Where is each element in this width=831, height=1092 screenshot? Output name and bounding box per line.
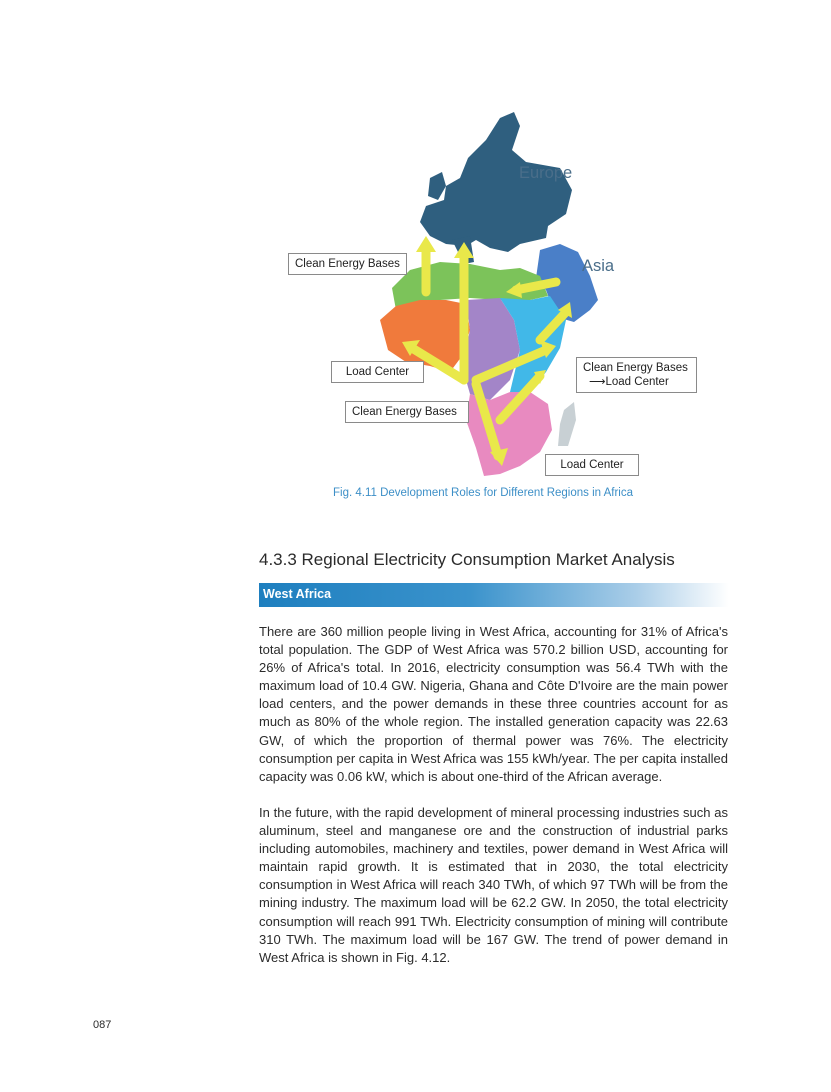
label-load-center-west: Load Center [331,361,424,383]
label-east-line1: Clean Energy Bases [583,362,688,374]
paragraph-1: There are 360 million people living in West Africa, accounting for 31% of Africa's total population. The GDP of West Africa was 570.2 billion USD, accounting for 26% of Africa's total. In 2016, electricity consumption was 56.4 TWh with the maximum load of 10.4 GW. Nigeria, Ghana and Côte D'Ivoire are the main power load centers, and the power demands in these three countries account for as much as 80% of the whole region. The installed generation capacity was 22.63 GW, of which the proportion of thermal power was 76%. The electricity consumption per capita in West Africa was 155 kWh/year. The per capita installed capacity was 0.06 kW, which is about one-third of the African average. [259,624,728,784]
figure-caption: Fig. 4.11 Development Roles for Different Regions in Africa [333,487,633,499]
paragraph-2: In the future, with the rapid development of mineral processing industries such as aluminum, steel and manganese ore and the construction of industrial parks including automobiles, machinery and textiles, power demand in West Africa will maintain rapid growth. It is estimated that in 2030, the total electricity consumption in West Africa will reach 340 TWh, of which 97 TWh will be from the mining industry. The maximum load will be 62.2 GW. In 2050, the total electricity consumption will reach 991 TWh. Electricity consumption of mining will contribute 310 TWh. The maximum load will be 167 GW. The trend of power demand in West Africa is shown in Fig. 4.12. [259,805,728,965]
subsection-label: West Africa [263,587,332,601]
label-load-center-south: Load Center [545,454,639,476]
page-number: 087 [93,1019,112,1031]
label-clean-energy-bases-central: Clean Energy Bases [345,401,469,423]
island-grey [558,402,576,446]
map-figure [0,0,831,520]
subsection-band [259,583,729,607]
region-label-europe: Europe [519,164,573,182]
uk-island [428,172,446,200]
africa-europe-map [0,0,831,520]
label-clean-energy-bases-north: Clean Energy Bases [288,253,407,275]
label-east-line2: ⟶Load Center [589,376,669,388]
section-title: 4.3.3 Regional Electricity Consumption Market Analysis [259,550,675,569]
region-label-asia: Asia [582,257,615,275]
label-clean-energy-bases-east [576,357,697,393]
